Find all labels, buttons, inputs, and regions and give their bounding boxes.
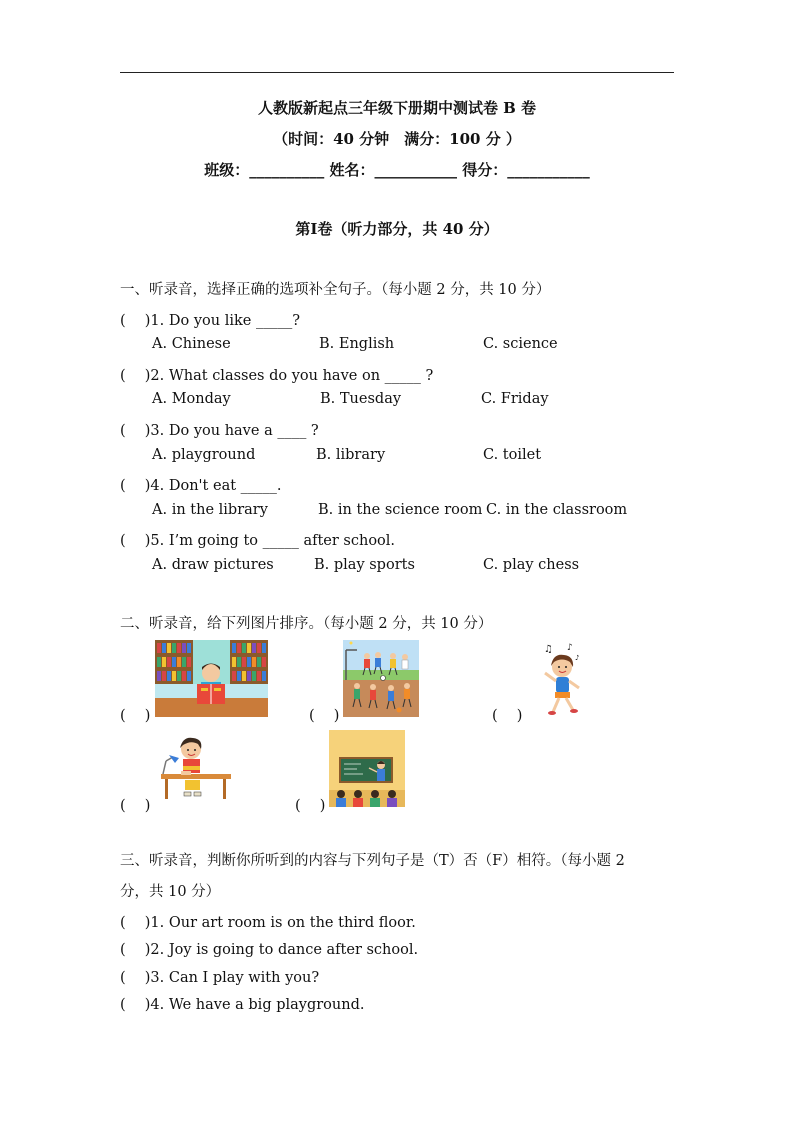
q4-option-b: B. in the science room [318, 502, 483, 518]
exam-title: 人教版新起点三年级下册期中测试卷 B 卷 [257, 99, 537, 117]
svg-text:♪: ♪ [567, 643, 573, 653]
tf-item-3: ( )3. Can I play with you? [120, 970, 320, 986]
kids-playing-sports-image [343, 640, 419, 717]
section3-title-line1: 三、听录音，判断你所听到的内容与下列句子是（T）否（F）相符。（每小题 2 [120, 853, 625, 869]
q4-option-a: A. in the library [152, 502, 268, 518]
exam-time-score: （时间：40 分钟 满分：100 分 ） [273, 130, 521, 148]
classroom-teacher-image [329, 730, 405, 807]
q3-stem: ( )3. Do you have a ____ ? [120, 423, 319, 439]
section2-title: 二、听录音，给下列图片排序。（每小题 2 分，共 10 分） [120, 616, 493, 632]
section3-title-line2: 分，共 10 分） [120, 884, 221, 900]
pic4-answer-paren[interactable]: ( ) [120, 798, 151, 814]
pic2-answer-paren[interactable]: ( ) [309, 708, 340, 724]
section1-title: 一、听录音，选择正确的选项补全句子。（每小题 2 分，共 10 分） [120, 282, 551, 298]
q5-option-c: C. play chess [483, 557, 580, 573]
q4-stem: ( )4. Don't eat _____. [120, 478, 282, 494]
student-info-fields: 班级：__________ 姓名：___________ 得分：___________ [204, 161, 590, 179]
q1-option-b: B. English [319, 336, 395, 352]
q3-option-a: A. playground [152, 447, 256, 463]
svg-text:♪: ♪ [575, 654, 580, 662]
tf-item-2: ( )2. Joy is going to dance after school. [120, 942, 419, 958]
library-reading-boy-image [155, 640, 268, 717]
q2-option-c: C. Friday [481, 391, 549, 407]
q3-option-b: B. library [316, 447, 386, 463]
q5-option-b: B. play sports [314, 557, 415, 573]
q2-option-b: B. Tuesday [320, 391, 402, 407]
q5-stem: ( )5. I’m going to _____ after school. [120, 533, 396, 549]
girl-dancing-image [537, 640, 585, 717]
header-rule [120, 72, 674, 73]
q1-stem: ( )1. Do you like _____? [120, 313, 300, 329]
q5-option-a: A. draw pictures [152, 557, 274, 573]
pic3-answer-paren[interactable]: ( ) [492, 708, 523, 724]
pic1-answer-paren[interactable]: ( ) [120, 708, 151, 724]
boy-at-desk-image [155, 735, 231, 801]
q2-option-a: A. Monday [152, 391, 231, 407]
q1-option-c: C. science [483, 336, 558, 352]
pic5-answer-paren[interactable]: ( ) [295, 798, 326, 814]
svg-text:♫: ♫ [544, 644, 553, 655]
q4-option-c: C. in the classroom [486, 502, 628, 518]
q1-option-a: A. Chinese [152, 336, 231, 352]
tf-item-4: ( )4. We have a big playground. [120, 997, 365, 1013]
tf-item-1: ( )1. Our art room is on the third floor. [120, 915, 416, 931]
part-title: 第I卷（听力部分，共 40 分） [295, 220, 499, 238]
q3-option-c: C. toilet [483, 447, 542, 463]
q2-stem: ( )2. What classes do you have on _____ ? [120, 368, 434, 384]
